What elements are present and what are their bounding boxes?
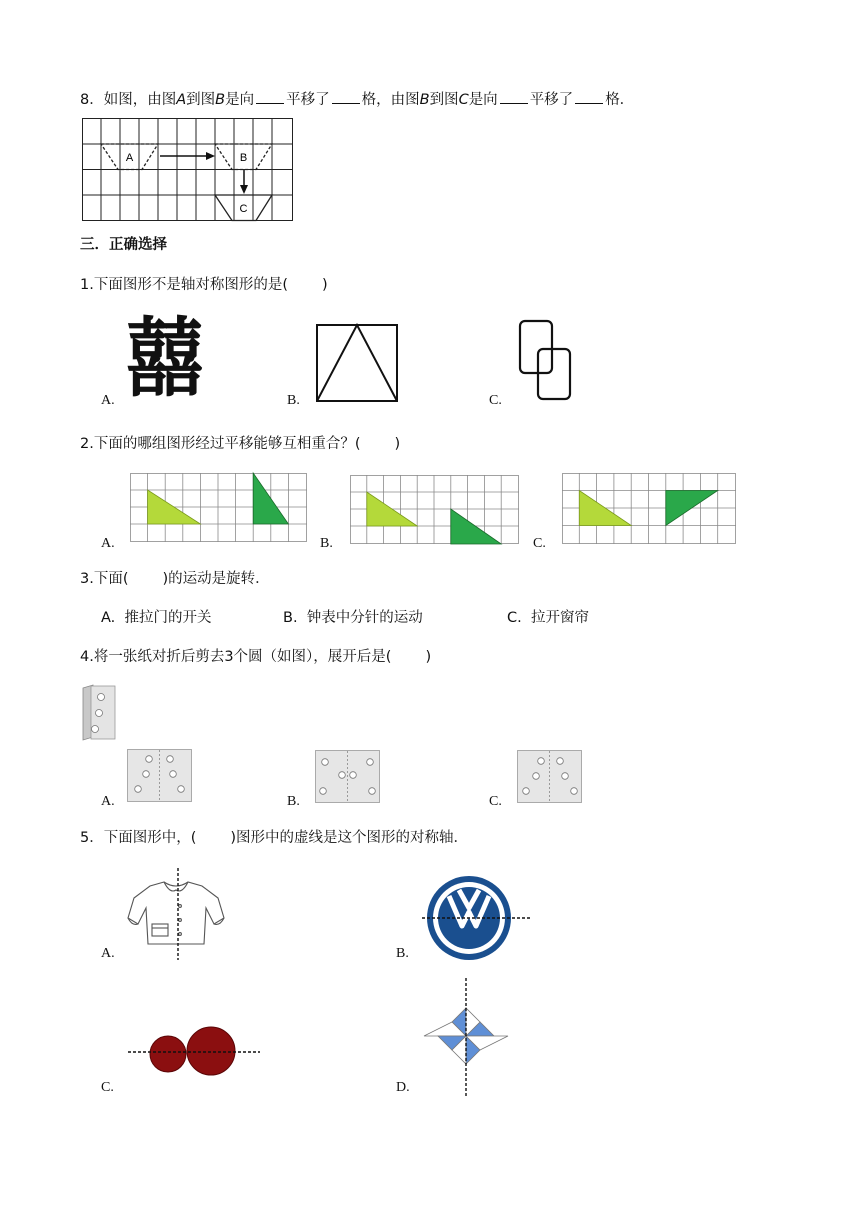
q2-grid-c <box>562 473 737 545</box>
answer-blank-1[interactable] <box>256 89 284 104</box>
answer-blank-2[interactable] <box>332 89 360 104</box>
q1-option-a[interactable]: A. <box>101 393 115 408</box>
folded-paper-figure <box>81 684 117 742</box>
q3-option-c[interactable]: C. 拉开窗帘 <box>507 610 589 626</box>
q5-text: 5．下面图形中，( )图形中的虚线是这个图形的对称轴． <box>80 830 469 846</box>
q5-option-b[interactable]: B. <box>396 946 409 961</box>
q2-option-a[interactable]: A. <box>101 536 115 551</box>
unfolded-paper-a <box>127 749 193 803</box>
q1-text: 1.下面图形不是轴对称图形的是( ) <box>80 277 328 293</box>
q3-text: 3.下面( )的运动是旋转． <box>80 571 270 587</box>
overlapping-rectangles-figure <box>518 319 574 403</box>
q2-grid-a <box>130 473 308 543</box>
q1-option-b[interactable]: B. <box>287 393 300 408</box>
q3-option-b[interactable]: B. 钟表中分针的运动 <box>283 610 423 626</box>
double-happiness-glyph: 囍 <box>126 309 204 409</box>
label-b: B <box>239 152 248 164</box>
q8-fig-a-label: A <box>176 92 187 108</box>
q5-option-c[interactable]: C. <box>101 1080 114 1095</box>
q8-text: 8．如图，由图A到图B是向 平移了 格，由图B到图C是向 平移了 格． <box>80 89 634 110</box>
vw-logo-figure <box>422 874 532 962</box>
q2-grid-b <box>350 475 520 545</box>
q1-option-c[interactable]: C. <box>489 393 502 408</box>
label-c: C <box>239 203 248 215</box>
two-circles-figure <box>128 1022 260 1080</box>
answer-blank-4[interactable] <box>575 89 603 104</box>
q8-translation-grid <box>82 118 294 222</box>
unfolded-paper-b <box>315 750 381 804</box>
q5-option-a[interactable]: A. <box>101 946 115 961</box>
q4-option-a[interactable]: A. <box>101 794 115 809</box>
q2-option-c[interactable]: C. <box>533 536 546 551</box>
section-title: 三．正确选择 <box>80 237 167 253</box>
pinwheel-figure <box>422 978 510 1096</box>
q4-option-c[interactable]: C. <box>489 794 502 809</box>
q2-option-b[interactable]: B. <box>320 536 333 551</box>
q4-text: 4.将一张纸对折后剪去3个圆（如图），展开后是( ) <box>80 649 432 665</box>
shirt-figure <box>126 868 228 960</box>
label-a: A <box>125 152 134 164</box>
answer-blank-3[interactable] <box>500 89 528 104</box>
q5-option-d[interactable]: D. <box>396 1080 410 1095</box>
unfolded-paper-c <box>517 750 583 804</box>
q3-option-a[interactable]: A. 推拉门的开关 <box>101 610 212 626</box>
q4-option-b[interactable]: B. <box>287 794 300 809</box>
q2-text: 2.下面的哪组图形经过平移能够互相重合？( ) <box>80 436 401 452</box>
square-triangle-figure <box>316 324 398 402</box>
